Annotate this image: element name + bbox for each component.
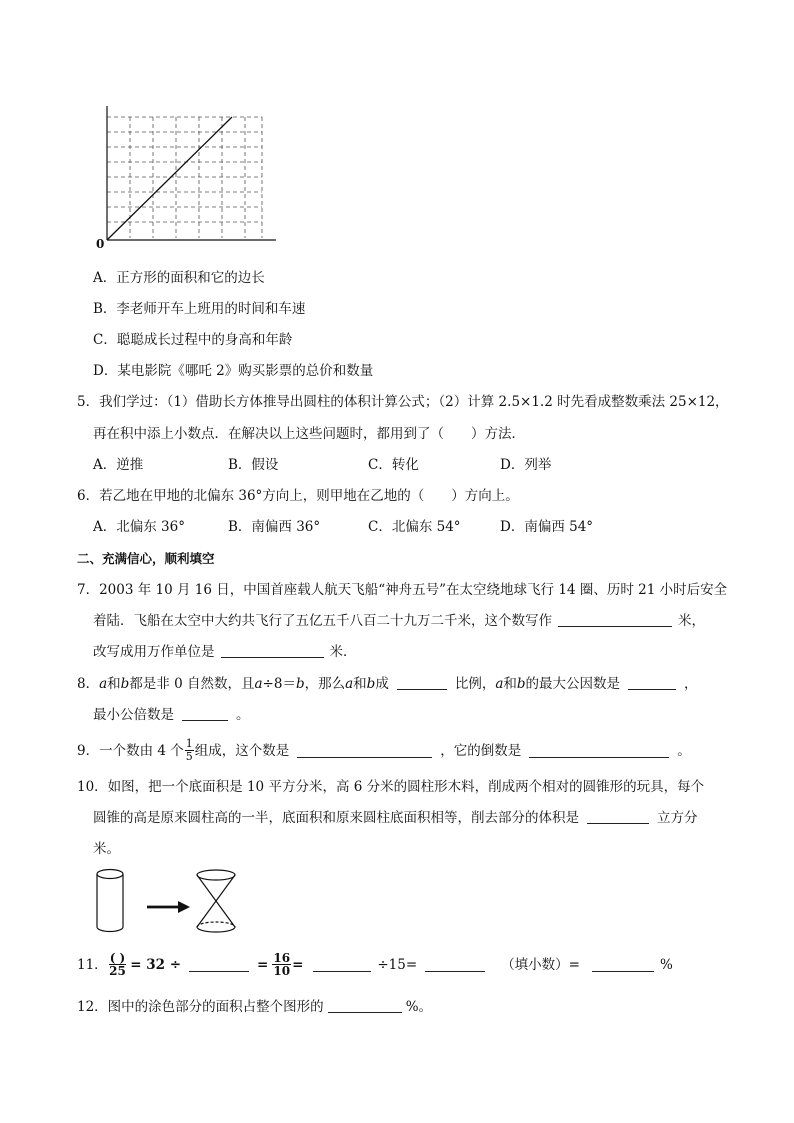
q4-option-b: B．李老师开车上班用的时间和车速 <box>93 301 306 317</box>
q11-line <box>77 952 673 977</box>
q12-end: %。 <box>405 999 433 1015</box>
q7-line3-unit: 米． <box>329 644 357 660</box>
q11-eq3: = <box>292 956 304 973</box>
q10-line2 <box>93 808 698 828</box>
q8-text: ，那么 <box>304 676 346 692</box>
q9-text: 组成，这个数是 <box>194 742 290 759</box>
q8-var-b: b <box>295 676 305 692</box>
double-cone-icon <box>197 870 235 932</box>
q7-line3-text: 改写成用万作单位是 <box>93 644 215 660</box>
q8-text: 和 <box>503 676 517 692</box>
graph-grid <box>107 117 262 238</box>
q8-text: ÷8＝ <box>262 676 296 692</box>
q9-text: 9．一个数由 4 个 <box>77 742 184 759</box>
q8-line2-text: 最小公倍数是 <box>93 707 174 723</box>
cylinder-icon <box>97 870 123 932</box>
q9-text: ，它的倒数是 <box>440 742 522 759</box>
q8-text: 都是非 0 自然数，且 <box>129 676 255 692</box>
q8-number: 8． <box>77 676 100 692</box>
q8-blank-2[interactable] <box>628 675 676 690</box>
q11-percent: % <box>660 956 673 973</box>
q7-line3 <box>93 642 357 662</box>
q10-unit: 立方分 <box>657 810 698 826</box>
q8-blank-3[interactable] <box>182 706 228 721</box>
q8-text: ， <box>684 676 698 692</box>
q7-line2-unit: 米， <box>678 613 705 629</box>
q7-blank-2[interactable] <box>221 643 324 658</box>
q8-line2-end: 。 <box>236 707 250 723</box>
q11-f1-den: 25 <box>109 964 126 978</box>
q10-blank[interactable] <box>587 809 649 824</box>
q11-f2-den: 10 <box>273 964 291 978</box>
q11-eq2: = <box>257 956 269 973</box>
q7-line2-text: 着陆．飞船在太空中大约共飞行了五亿五千八百二十九万二千米，这个数写作 <box>93 613 552 629</box>
q5-line2: 再在积中添上小数点．在解决以上这些问题时，都用到了（ ）方法． <box>93 426 525 442</box>
q7-blank-1[interactable] <box>558 612 672 627</box>
q9-frac-den: 5 <box>185 750 193 763</box>
q8-text: 和 <box>353 676 367 692</box>
q11-blank-3[interactable] <box>425 957 485 972</box>
q10-line1: 10．如图，把一个底面积是 10 平方分米，高 6 分米的圆柱形木料，削成两个相对的圆锥形的玩具，每个 <box>77 779 705 795</box>
section-2-heading: 二、充满信心，顺利填空 <box>77 551 215 566</box>
q11-f2-num: 16 <box>273 951 291 965</box>
q8-text: 比例， <box>454 676 496 692</box>
q9-line <box>77 738 691 763</box>
q11-eq1: = 32 ÷ <box>130 956 182 973</box>
q10-line3: 米。 <box>93 841 120 857</box>
q6-option-c: C．北偏东 54° <box>368 519 461 535</box>
graph-origin-label: 0 <box>96 237 105 251</box>
q5-line1: 5．我们学过：（1）借助长方体推导出圆柱的体积计算公式；（2）计算 2.5×1.2 时先看成整数乘法 25×12， <box>77 394 729 410</box>
graph-line <box>107 117 232 240</box>
q9-blank-1[interactable] <box>297 743 432 758</box>
q8-text: 成 <box>375 676 389 692</box>
q8-text: 的最大公因数是 <box>525 676 621 692</box>
q5-option-d: D．列举 <box>500 457 552 473</box>
q8-var-a: a <box>495 676 504 692</box>
q9-blank-2[interactable] <box>529 743 669 758</box>
q11-blank-1[interactable] <box>189 957 249 972</box>
q11-f1-num: ( ) <box>109 951 126 965</box>
q11-fraction-2 <box>272 952 291 977</box>
q8-var-b: b <box>120 676 130 692</box>
q8-var-b: b <box>366 676 376 692</box>
q5-option-a: A．逆推 <box>93 457 144 473</box>
q7-line1: 7．2003 年 10 月 16 日，中国首座载人航天飞船“神舟五号”在太空绕地球飞行 14 圈、历时 21 小时后安全 <box>77 582 728 598</box>
cylinder-cone-figure <box>90 865 250 937</box>
q11-note: （填小数）= <box>501 956 580 973</box>
q6-option-d: D．南偏西 54° <box>500 519 594 535</box>
q11-fraction-1 <box>109 952 127 977</box>
q11-blank-2[interactable] <box>313 957 371 972</box>
proportion-graph <box>92 100 282 250</box>
q6-option-b: B．南偏西 36° <box>228 519 321 535</box>
q10-line2-text: 圆锥的高是原来圆柱高的一半，底面积和原来圆柱底面积相等，削去部分的体积是 <box>93 810 579 826</box>
q8-var-b: b <box>516 676 526 692</box>
q12-text: 12．图中的涂色部分的面积占整个图形的 <box>77 999 324 1015</box>
q7-line2 <box>93 611 705 631</box>
arrow-icon <box>147 901 190 913</box>
q8-var-a: a <box>254 676 263 692</box>
q8-blank-1[interactable] <box>397 675 447 690</box>
q8-var-a: a <box>99 676 108 692</box>
q5-option-c: C．转化 <box>368 457 419 473</box>
q8-var-a: a <box>345 676 354 692</box>
q8-line2 <box>93 705 250 725</box>
q8-line1 <box>77 674 698 694</box>
q6-line1: 6．若乙地在甲地的北偏东 36°方向上，则甲地在乙地的（ ）方向上。 <box>77 488 519 504</box>
q4-option-d: D．某电影院《哪吒 2》购买影票的总价和数量 <box>93 363 374 379</box>
q6-option-a: A．北偏东 36° <box>93 519 185 535</box>
q11-div15: ÷15= <box>377 956 418 973</box>
q9-end: 。 <box>677 742 691 759</box>
q12-blank[interactable] <box>328 998 402 1013</box>
q12-line <box>77 997 432 1017</box>
q9-fraction <box>185 738 194 763</box>
q9-frac-num: 1 <box>185 737 193 750</box>
q11-blank-4[interactable] <box>592 957 654 972</box>
q11-number: 11． <box>77 956 108 973</box>
q8-text: 和 <box>107 676 121 692</box>
q4-option-a: A．正方形的面积和它的边长 <box>93 270 265 286</box>
q5-option-b: B．假设 <box>228 457 279 473</box>
q4-option-c: C．聪聪成长过程中的身高和年龄 <box>93 332 293 348</box>
